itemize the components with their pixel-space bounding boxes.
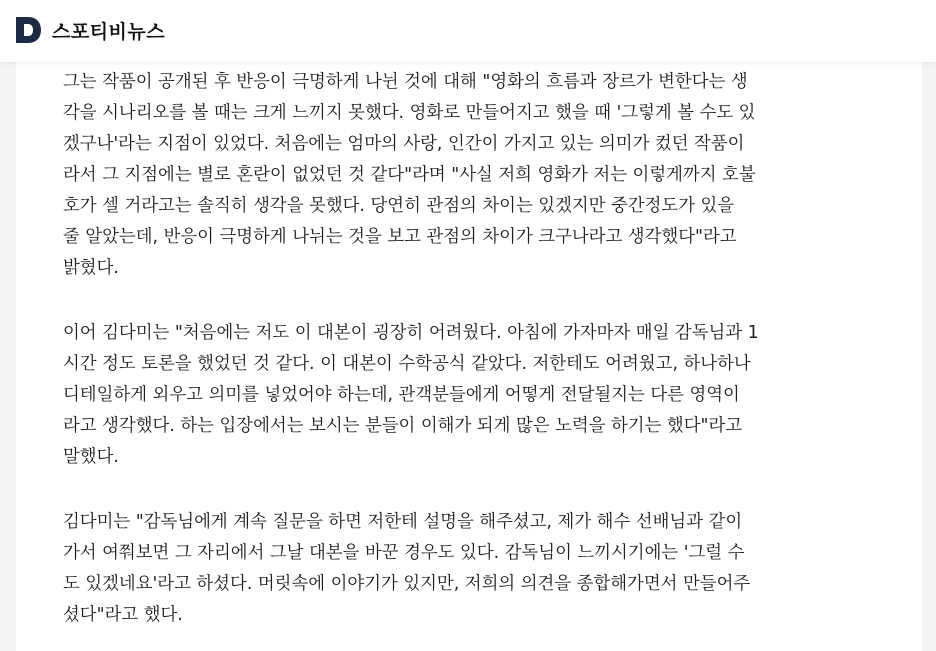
paragraph-line: 말했다. <box>63 447 119 467</box>
paragraph-line: 셨다"라고 했다. <box>63 605 183 625</box>
site-logo-link[interactable] <box>15 16 165 44</box>
article-paragraph <box>63 507 883 631</box>
article-body <box>63 67 883 651</box>
paragraph-line: 이어 김다미는 "처음에는 저도 이 대본이 굉장히 어려웠다. 아침에 가자마자 매일 감독님과 1 <box>63 323 759 343</box>
article-paragraph <box>63 67 883 284</box>
paragraph-line: 라서 그 지점에는 별로 혼란이 없었던 것 같다"라며 "사실 저희 영화가 저는 이렇게까지 호불 <box>63 165 756 185</box>
article-paragraph <box>63 318 883 473</box>
paragraph-line: 각을 시나리오를 볼 때는 크게 느끼지 못했다. 영화로 만들어지고 했을 때 '그렇게 볼 수도 있 <box>63 103 756 123</box>
site-header <box>0 0 936 62</box>
paragraph-line: 시간 정도 토론을 했었던 것 같다. 이 대본이 수학공식 같았다. 저한테도 어려웠고, 하나하나 <box>63 354 751 374</box>
paragraph-line: 라고 생각했다. 하는 입장에서는 보시는 분들이 이해가 되게 많은 노력을 하기는 했다"라고 <box>63 416 743 436</box>
site-name: 스포티비뉴스 <box>52 20 166 43</box>
article-container <box>16 62 922 651</box>
logo-d-icon <box>15 16 42 44</box>
paragraph-line: 디테일하게 외우고 의미를 넣었어야 하는데, 관객분들에게 어떻게 전달될지는 다른 영역이 <box>63 385 740 405</box>
paragraph-line: 줄 알았는데, 반응이 극명하게 나뉘는 것을 보고 관점의 차이가 크구나라고 생각했다"라고 <box>63 227 737 247</box>
paragraph-line: 호가 셀 거라고는 솔직히 생각을 못했다. 당연히 관점의 차이는 있겠지만 중간정도가 있을 <box>63 196 735 216</box>
paragraph-line: 겠구나'라는 지점이 있었다. 처음에는 엄마의 사랑, 인간이 가지고 있는 의미가 컸던 작품이 <box>63 134 745 154</box>
paragraph-line: 가서 여쭤보면 그 자리에서 그날 대본을 바꾼 경우도 있다. 감독님이 느끼시기에는 '그럴 수 <box>63 543 745 563</box>
paragraph-line: 그는 작품이 공개된 후 반응이 극명하게 나뉜 것에 대해 "영화의 흐름과 장르가 변한다는 생 <box>63 72 748 92</box>
paragraph-line: 밝혔다. <box>63 258 119 278</box>
paragraph-line: 김다미는 "감독님에게 계속 질문을 하면 저한테 설명을 해주셨고, 제가 해수 선배님과 같이 <box>63 512 743 532</box>
paragraph-line: 도 있겠네요'라고 하셨다. 머릿속에 이야기가 있지만, 저희의 의견을 종합해가면서 만들어주 <box>63 574 751 594</box>
